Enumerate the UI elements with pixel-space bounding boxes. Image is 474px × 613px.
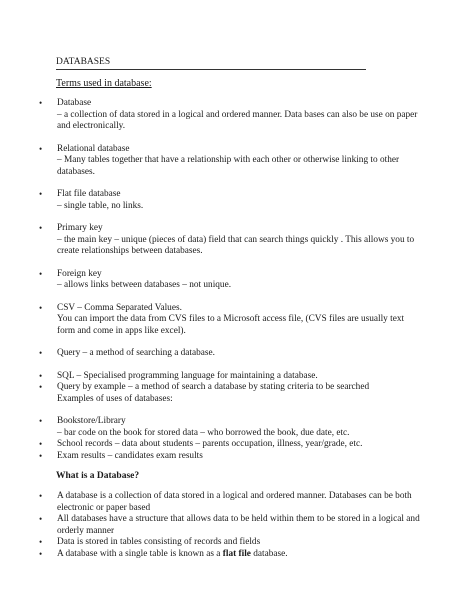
- bullet-icon: •: [39, 439, 43, 449]
- list-item-sql: [0, 371, 422, 383]
- term-label: Primary key: [57, 223, 103, 233]
- item-text: Exam results – candidates exam results: [57, 450, 203, 461]
- list-item-school-records: [0, 439, 422, 451]
- term-label: CSV: [57, 302, 75, 313]
- list-item-bookstore: [0, 416, 422, 439]
- term-description: – Specialised programming language for maintaining a database.: [74, 370, 318, 381]
- definition-list: [0, 491, 422, 560]
- bullet-icon: •: [39, 348, 43, 358]
- bullet-icon: •: [39, 302, 43, 313]
- term-extra: You can import the data from CVS files to a Microsoft access file, (CVS files are usually text form and come in apps like excel).: [57, 314, 405, 336]
- term-description: – Many tables together that have a relationship with each other or otherwise linking to other databases.: [57, 155, 400, 177]
- bullet-icon: •: [39, 268, 43, 279]
- section-title: What is a Database?: [56, 471, 140, 481]
- bullet-icon: •: [39, 537, 43, 547]
- term-description: – the main key – unique (pieces of data) field that can search things quickly . This allows you to create relationships between databases.: [57, 234, 415, 256]
- list-item-exam-results: [0, 451, 422, 463]
- bullet-icon: •: [39, 450, 43, 461]
- list-item: [0, 549, 422, 561]
- item-text-pre: A database with a single table is known as a: [57, 548, 223, 559]
- list-item-primary-key: [0, 223, 422, 258]
- bullet-icon: •: [39, 370, 43, 381]
- list-item-query: [0, 348, 422, 360]
- bullet-icon: •: [39, 548, 43, 559]
- term-description: – bar code on the book for stored data – who borrowed the book, due date, etc.: [57, 427, 350, 438]
- bullet-icon: •: [39, 416, 43, 426]
- list-item: [0, 491, 422, 514]
- list-item-flat-file: [0, 189, 422, 212]
- term-label: Foreign key: [57, 268, 102, 279]
- item-text: A database is a collection of data stored in a logical and ordered manner. Databases can be both electronic or paper based: [57, 491, 412, 513]
- list-item: [0, 514, 422, 537]
- list-item-database: [0, 98, 422, 133]
- term-description: – a collection of data stored in a logical and ordered manner. Data bases can also be use on paper and electronically.: [57, 109, 418, 131]
- item-text: School records – data about students – parents occupation, illness, year/grade, etc.: [57, 439, 363, 449]
- item-text-post: database.: [250, 548, 288, 559]
- list-item-relational-database: [0, 144, 422, 179]
- bullet-icon: •: [39, 189, 43, 199]
- term-label: SQL: [57, 370, 75, 381]
- term-description: – single table, no links.: [57, 200, 144, 211]
- bullet-icon: •: [39, 382, 43, 392]
- page-heading: DATABASES: [56, 56, 366, 70]
- bullet-icon: •: [39, 514, 43, 524]
- term-label: Query: [57, 348, 81, 358]
- term-label: Flat file database: [57, 189, 121, 199]
- bullet-icon: •: [39, 491, 43, 501]
- term-label: Database: [57, 98, 92, 108]
- bullet-icon: •: [39, 143, 43, 154]
- item-text: Data is stored in tables consisting of records and fields: [57, 537, 261, 547]
- list-item-query-by-example: [0, 382, 422, 405]
- terms-list: [0, 98, 422, 462]
- item-text: Query by example – a method of search a database by stating criteria to be searched: [57, 382, 370, 392]
- list-item-csv: [0, 303, 422, 338]
- item-text: All databases have a structure that allows data to be held within them to be stored in a logical and orderly manner: [57, 514, 420, 536]
- item-extra: Examples of uses of databases:: [57, 393, 173, 404]
- bullet-icon: •: [39, 223, 43, 233]
- term-description: – Comma Separated Values.: [74, 302, 182, 313]
- list-item-foreign-key: [0, 269, 422, 292]
- term-description: – a method of searching a database.: [80, 348, 215, 358]
- item-text-bold: flat file: [222, 548, 251, 559]
- bullet-icon: •: [39, 98, 43, 108]
- term-label: Relational database: [57, 143, 130, 154]
- terms-subheading: Terms used in database:: [56, 78, 152, 89]
- term-label: Bookstore/Library: [57, 416, 126, 426]
- list-item: [0, 537, 422, 549]
- term-description: – allows links between databases – not unique.: [57, 280, 232, 290]
